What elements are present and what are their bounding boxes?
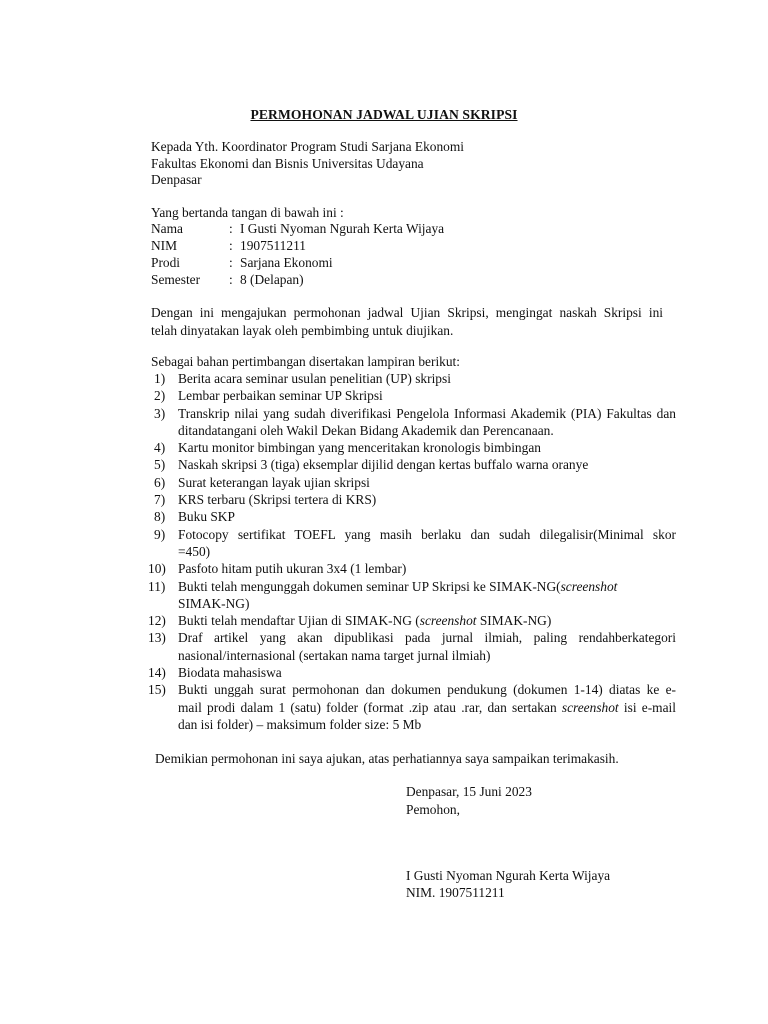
field-separator: :	[229, 237, 233, 253]
item-text: Transkrip nilai yang sudah diverifikasi Pengelola Informasi Akademik (PIA) Fakultas dan	[178, 405, 676, 421]
list-item	[151, 492, 676, 509]
item-text: =450)	[178, 543, 211, 559]
item-text: Naskah skripsi 3 (tiga) eksemplar dijilid dengan kertas buffalo warna oranye	[178, 457, 589, 473]
signature-greeting: Pemohon,	[406, 802, 460, 817]
list-item	[148, 613, 676, 630]
item-text: Draf artikel yang akan dipublikasi pada jurnal ilmiah, paling rendahberkategori	[178, 630, 676, 646]
list-item	[151, 371, 676, 388]
item-number: 14)	[148, 665, 166, 681]
signature-place-date: Denpasar, 15 Juni 2023	[406, 784, 532, 799]
item-number: 13)	[148, 630, 166, 646]
field-value: 8 (Delapan)	[240, 271, 304, 287]
letter-title: PERMOHONAN JADWAL UJIAN SKRIPSI	[250, 107, 518, 122]
item-number: 5)	[154, 457, 166, 473]
list-item	[151, 475, 676, 492]
field-label: Prodi	[151, 254, 181, 270]
item-text: Lembar perbaikan seminar UP Skripsi	[178, 388, 383, 404]
item-text: Bukti unggah surat permohonan dan dokumen pendukung (dokumen 1-14) diatas ke e-	[178, 682, 676, 698]
addressee-line: Kepada Yth. Koordinator Program Studi Sarjana Ekonomi	[151, 139, 465, 154]
item-number: 6)	[154, 474, 166, 490]
field-value: I Gusti Nyoman Ngurah Kerta Wijaya	[240, 221, 445, 236]
field-label: Semester	[151, 271, 201, 287]
field-prodi	[151, 255, 651, 272]
list-item	[151, 440, 676, 457]
list-item	[151, 457, 676, 474]
list-item	[151, 527, 676, 562]
paragraph-line: Dengan ini mengajukan permohonan jadwal Ujian Skripsi, mengingat naskah Skripsi ini	[151, 305, 663, 320]
item-text: SIMAK-NG)	[178, 595, 250, 611]
item-text: ditandatangani oleh Wakil Dekan Bidang Akademik dan Perencanaan.	[178, 422, 554, 438]
list-item	[151, 388, 676, 405]
field-separator: :	[229, 221, 233, 236]
item-number: 3)	[154, 405, 166, 421]
field-value: 1907511211	[240, 237, 306, 253]
item-number: 2)	[154, 388, 166, 404]
item-text: mail prodi dalam 1 (satu) folder (format .zip atau .rar, dan sertakan screenshot isi e-mail	[178, 699, 676, 715]
field-nama	[151, 221, 651, 238]
item-number: 15)	[148, 682, 166, 698]
signer-intro: Yang bertanda tangan di bawah ini :	[151, 205, 344, 220]
item-text: Bukti telah mendaftar Ujian di SIMAK-NG (screenshot SIMAK-NG)	[178, 613, 552, 629]
list-item	[148, 630, 676, 665]
list-item	[148, 665, 676, 682]
item-text: dan isi folder) – maksimum folder size: 5 Mb	[178, 716, 422, 732]
field-semester	[151, 272, 651, 289]
identity-fields	[151, 221, 651, 289]
item-text: Surat keterangan layak ujian skripsi	[178, 474, 370, 490]
signature-nim: NIM. 1907511211	[406, 885, 505, 900]
item-text: Buku SKP	[178, 509, 235, 525]
item-number: 7)	[154, 492, 166, 508]
item-text: nasional/internasional (sertakan nama target jurnal ilmiah)	[178, 647, 491, 663]
addressee-block	[151, 139, 464, 189]
list-item	[148, 682, 676, 734]
item-text: Bukti telah mengunggah dokumen seminar UP Skripsi ke SIMAK-NG(screenshot	[178, 578, 618, 594]
list-item	[151, 509, 676, 526]
field-label: NIM	[151, 237, 178, 253]
item-text: Biodata mahasiswa	[178, 665, 282, 681]
item-text: KRS terbaru (Skripsi tertera di KRS)	[178, 492, 377, 508]
attachment-list	[148, 371, 676, 734]
list-item	[148, 561, 676, 578]
closing-sentence: Demikian permohonan ini saya ajukan, atas perhatiannya saya sampaikan terimakasih.	[155, 751, 619, 766]
addressee-line: Denpasar	[151, 172, 202, 188]
item-number: 10)	[148, 561, 166, 577]
field-label: Nama	[151, 221, 183, 236]
item-number: 9)	[154, 526, 166, 542]
field-separator: :	[229, 254, 233, 270]
item-number: 12)	[148, 613, 166, 629]
list-item	[151, 406, 676, 441]
field-nim	[151, 238, 651, 255]
list-item	[148, 578, 676, 614]
request-paragraph	[151, 305, 663, 340]
field-value: Sarjana Ekonomi	[240, 254, 333, 270]
item-text: Fotocopy sertifikat TOEFL yang masih berlaku dan sudah dilegalisir(Minimal skor	[178, 526, 676, 542]
item-text: Kartu monitor bimbingan yang menceritakan kronologis bimbingan	[178, 440, 541, 456]
field-separator: :	[229, 271, 233, 287]
item-number: 11)	[148, 578, 166, 594]
attachments-intro: Sebagai bahan pertimbangan disertakan lampiran berikut:	[151, 354, 460, 369]
item-text: Pasfoto hitam putih ukuran 3x4 (1 lembar)	[178, 561, 407, 577]
item-text: Berita acara seminar usulan penelitian (UP) skripsi	[178, 371, 451, 386]
item-number: 1)	[154, 371, 166, 386]
signature-name: I Gusti Nyoman Ngurah Kerta Wijaya	[406, 868, 611, 883]
item-number: 4)	[154, 440, 166, 456]
addressee-line: Fakultas Ekonomi dan Bisnis Universitas Udayana	[151, 155, 424, 171]
item-number: 8)	[154, 509, 166, 525]
paragraph-line: telah dinyatakan layak oleh pembimbing untuk diujikan.	[151, 322, 454, 338]
